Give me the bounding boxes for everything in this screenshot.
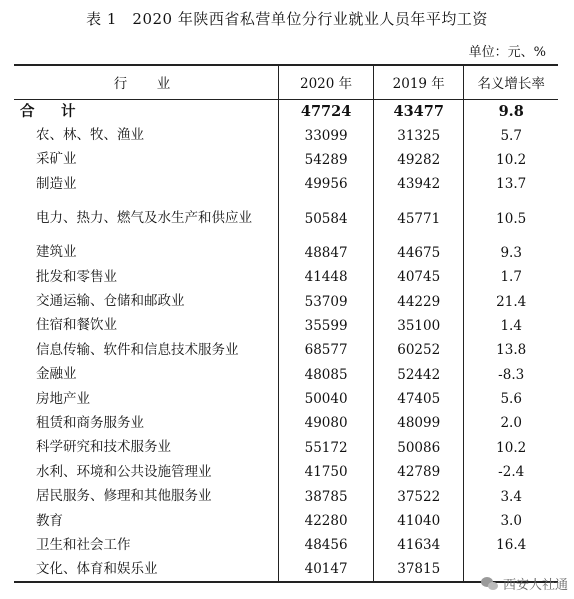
value-2019: 48099	[374, 411, 464, 435]
value-2019: 60252	[374, 338, 464, 362]
header-growth: 名义增长率	[464, 65, 558, 99]
table-row	[14, 123, 558, 147]
value-2020: 40147	[279, 558, 374, 582]
table-row	[14, 338, 558, 362]
value-growth: 9.3	[464, 241, 558, 265]
value-2019: 41634	[374, 533, 464, 557]
value-2020: 49080	[279, 411, 374, 435]
value-2020: 55172	[279, 436, 374, 460]
industry-name: 教育	[36, 512, 63, 529]
value-2019: 47405	[374, 387, 464, 411]
table-row	[14, 509, 558, 533]
value-2019: 44675	[374, 241, 464, 265]
value-growth: 1.7	[464, 265, 558, 289]
table-row	[14, 172, 558, 196]
value-2019: 43942	[374, 172, 464, 196]
table-row	[14, 148, 558, 172]
value-growth: 1.4	[464, 314, 558, 338]
total-2019: 43477	[374, 99, 464, 123]
value-growth: 16.4	[464, 533, 558, 557]
value-growth: 2.0	[464, 411, 558, 435]
watermark-text: 西安人社通	[502, 578, 568, 593]
table-title: 表 1 2020 年陕西省私营单位分行业就业人员年平均工资	[86, 10, 488, 28]
value-2020: 48085	[279, 363, 374, 387]
value-2019: 42789	[374, 460, 464, 484]
value-2019: 37522	[374, 484, 464, 508]
industry-name: 建筑业	[36, 244, 77, 261]
value-2019: 49282	[374, 148, 464, 172]
value-2020: 50040	[279, 387, 374, 411]
value-growth: 3.4	[464, 484, 558, 508]
header-industry: 行 业	[14, 65, 279, 99]
value-growth: -8.3	[464, 363, 558, 387]
unit-note: 单位：元、%	[468, 45, 546, 60]
table-row	[14, 265, 558, 289]
value-2019: 41040	[374, 509, 464, 533]
total-label: 合 计	[20, 102, 82, 120]
industry-name: 文化、体育和娱乐业	[36, 560, 158, 577]
industry-name: 居民服务、修理和其他服务业	[36, 488, 212, 505]
industry-name: 住宿和餐饮业	[36, 317, 117, 334]
table-row	[14, 436, 558, 460]
table-row	[14, 241, 558, 265]
value-2020: 48847	[279, 241, 374, 265]
value-2019: 37815	[374, 558, 464, 582]
value-2019: 50086	[374, 436, 464, 460]
value-growth: 13.8	[464, 338, 558, 362]
table-row	[14, 387, 558, 411]
value-2020: 35599	[279, 314, 374, 338]
table-row	[14, 197, 558, 241]
value-2019: 44229	[374, 289, 464, 313]
value-2020: 33099	[279, 123, 374, 147]
value-growth: 3.0	[464, 509, 558, 533]
table-row	[14, 363, 558, 387]
wage-table	[14, 64, 558, 583]
value-2019: 40745	[374, 265, 464, 289]
header-2020: 2020 年	[279, 65, 374, 99]
value-growth: 21.4	[464, 289, 558, 313]
value-2020: 48456	[279, 533, 374, 557]
table-row	[14, 289, 558, 313]
value-2019: 35100	[374, 314, 464, 338]
value-2020: 42280	[279, 509, 374, 533]
industry-name: 信息传输、软件和信息技术服务业	[36, 341, 239, 358]
value-2020: 41750	[279, 460, 374, 484]
value-2020: 38785	[279, 484, 374, 508]
table-row	[14, 460, 558, 484]
value-2019: 45771	[374, 197, 464, 241]
table-row	[14, 314, 558, 338]
industry-name: 水利、环境和公共设施管理业	[36, 463, 212, 480]
industry-name: 租赁和商务服务业	[36, 414, 144, 431]
watermark	[481, 574, 568, 593]
industry-name: 电力、热力、燃气及水生产和供应业	[36, 210, 252, 227]
value-2020: 54289	[279, 148, 374, 172]
value-growth: 5.7	[464, 123, 558, 147]
total-row	[14, 99, 558, 123]
table-row	[14, 558, 558, 582]
value-growth: 13.7	[464, 172, 558, 196]
value-2020: 53709	[279, 289, 374, 313]
value-growth: 5.6	[464, 387, 558, 411]
industry-name: 采矿业	[36, 151, 77, 168]
value-2020: 50584	[279, 197, 374, 241]
value-growth: 10.2	[464, 436, 558, 460]
industry-name: 交通运输、仓储和邮政业	[36, 293, 185, 310]
industry-name: 金融业	[36, 366, 77, 383]
value-2020: 68577	[279, 338, 374, 362]
industry-name: 制造业	[36, 175, 77, 192]
value-growth: 10.5	[464, 197, 558, 241]
header-row	[14, 65, 558, 99]
value-growth: -2.4	[464, 460, 558, 484]
industry-name: 科学研究和技术服务业	[36, 439, 171, 456]
value-growth: 10.2	[464, 148, 558, 172]
total-2020: 47724	[279, 99, 374, 123]
table-row	[14, 533, 558, 557]
total-growth: 9.8	[464, 99, 558, 123]
value-2020: 41448	[279, 265, 374, 289]
table-row	[14, 411, 558, 435]
table-row	[14, 484, 558, 508]
industry-name: 批发和零售业	[36, 268, 117, 285]
industry-name: 房地产业	[36, 390, 90, 407]
wechat-icon	[481, 577, 499, 591]
header-2019: 2019 年	[374, 65, 464, 99]
value-2020: 49956	[279, 172, 374, 196]
value-2019: 52442	[374, 363, 464, 387]
industry-name: 卫生和社会工作	[36, 536, 131, 553]
value-2019: 31325	[374, 123, 464, 147]
industry-name: 农、林、牧、渔业	[36, 127, 144, 144]
